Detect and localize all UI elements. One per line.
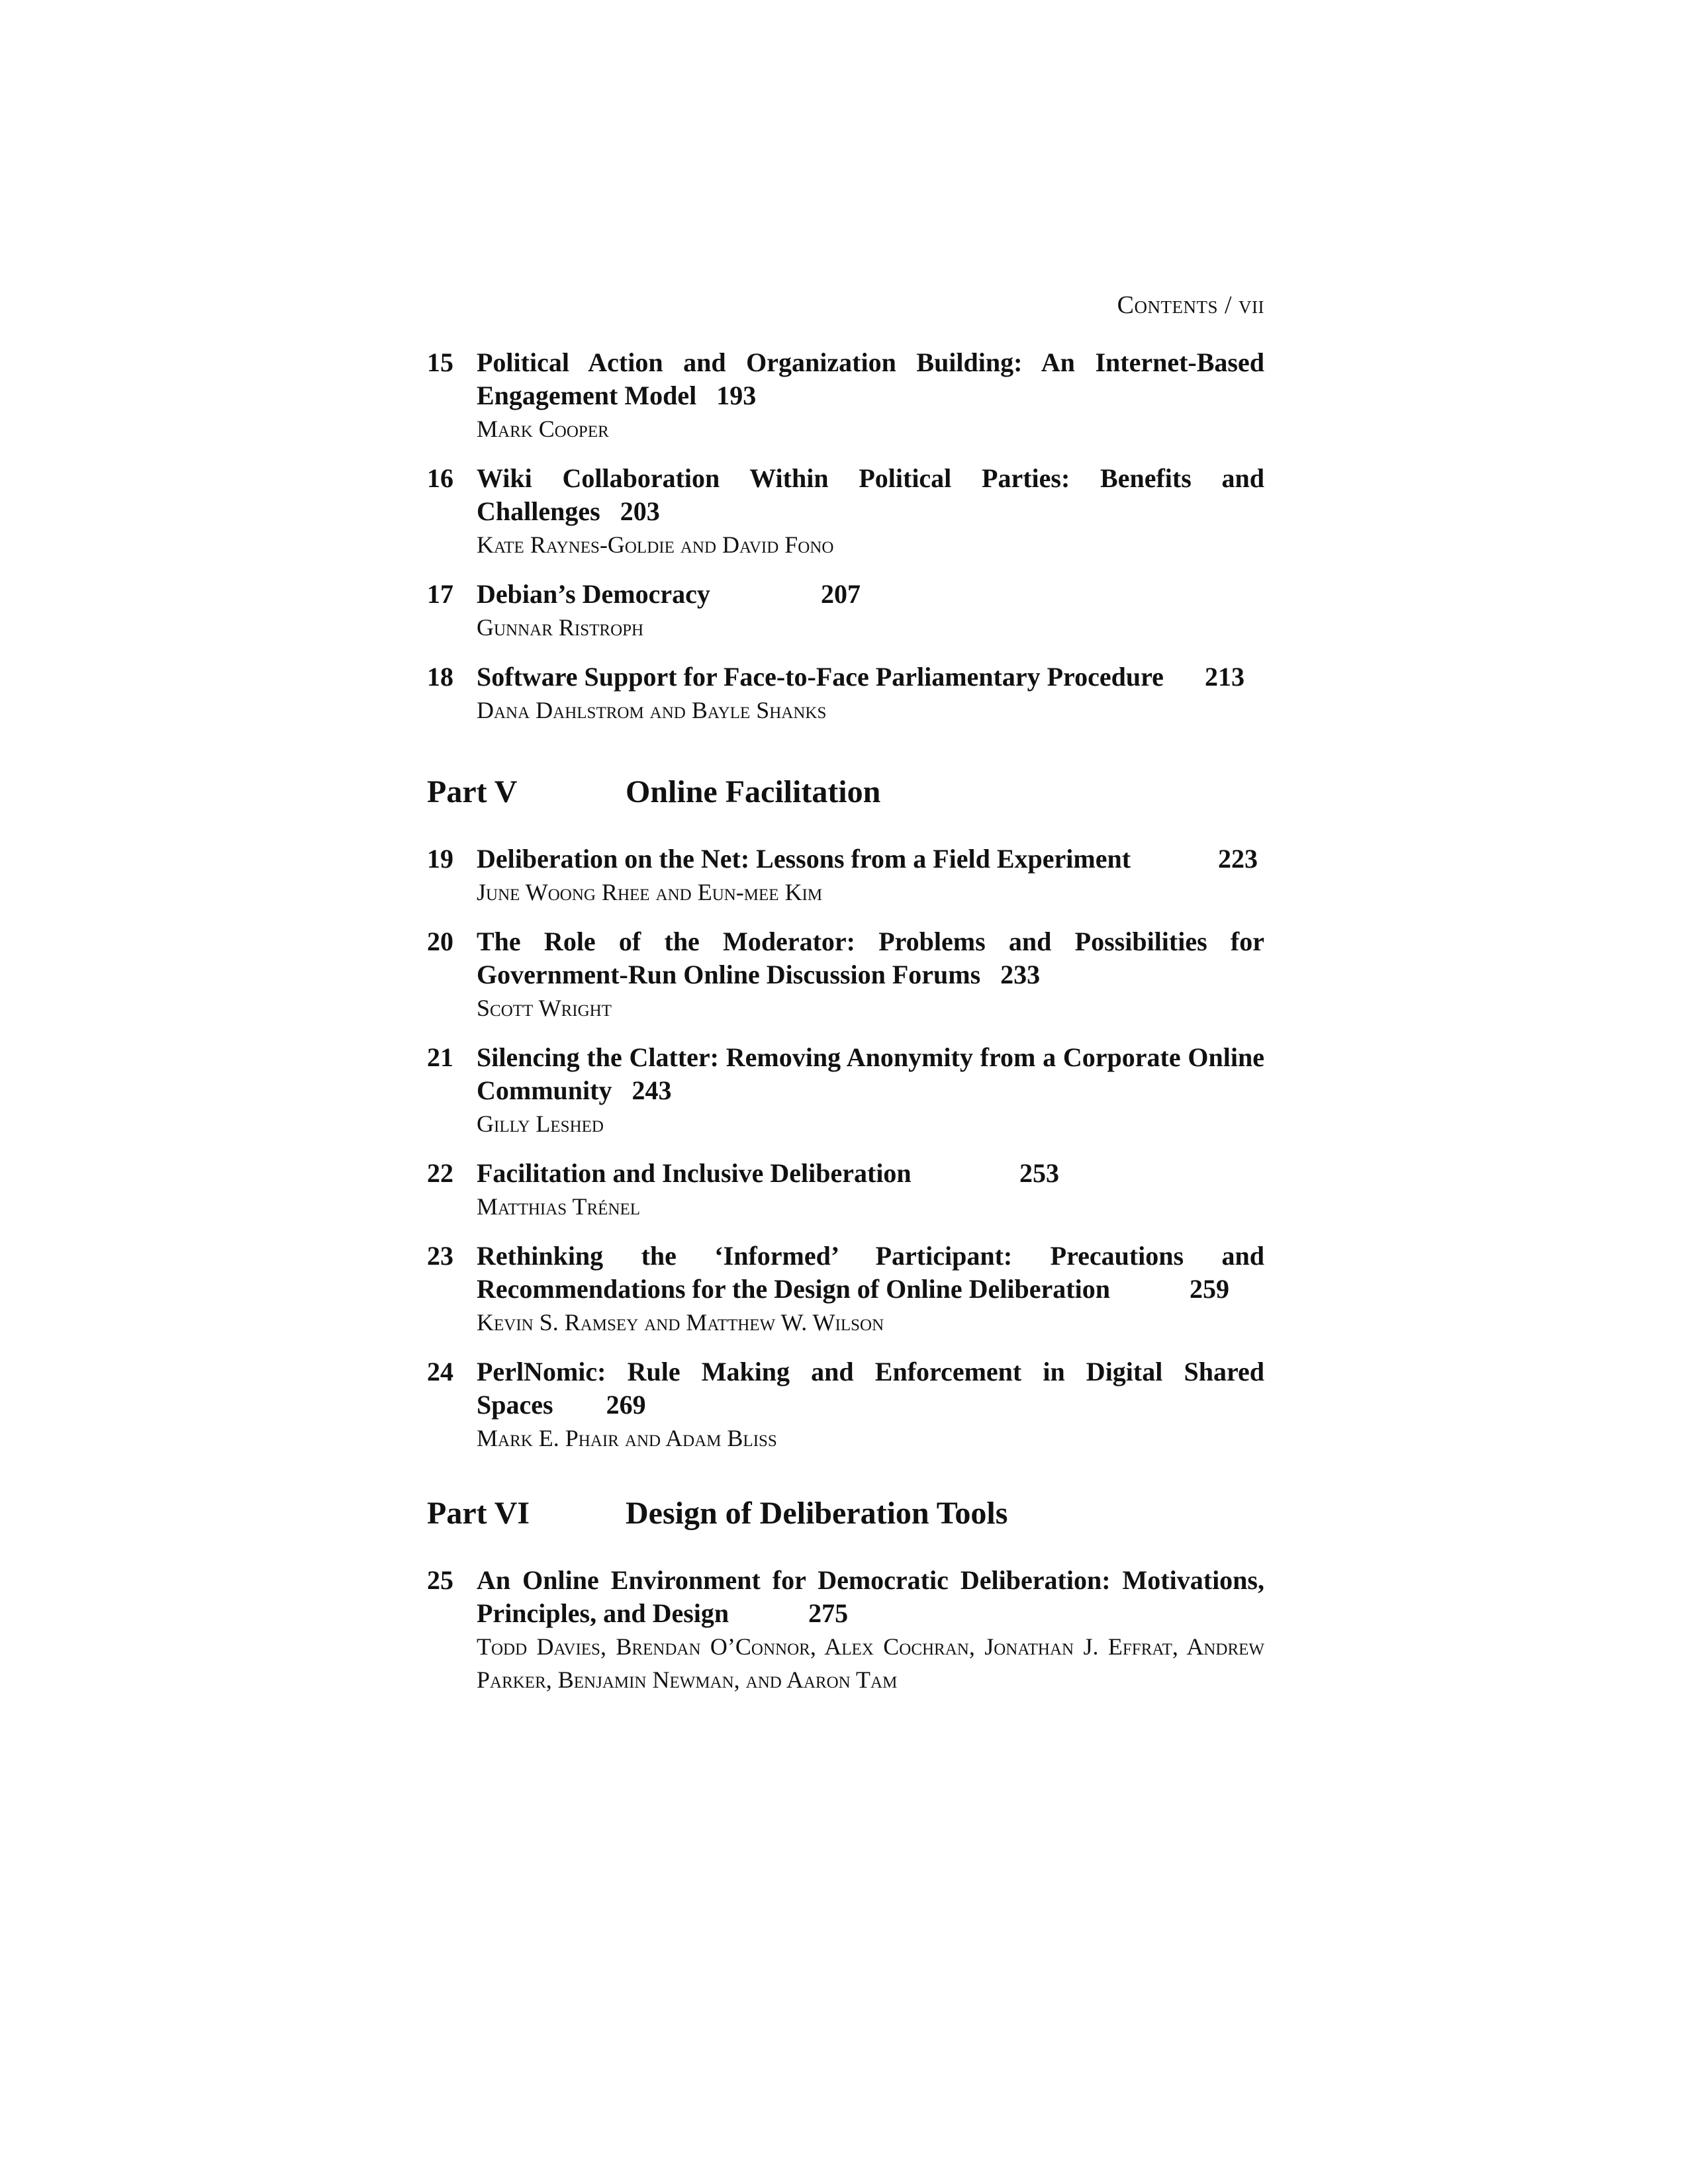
- chapter-title: Political Action and Organization Building: An Internet-Based Engagement Model: [477, 347, 1264, 410]
- chapter-title: The Role of the Moderator: Problems and Possibilities for Government-Run Online Discussion Forums: [477, 927, 1264, 989]
- chapter-page: 223: [1218, 844, 1258, 874]
- chapter-title: Rethinking the ‘Informed’ Participant: Precautions and Recommendations for the Design of Online Deliberation: [477, 1241, 1264, 1304]
- chapter-number: 25: [427, 1565, 453, 1595]
- chapter-number: 16: [427, 463, 453, 493]
- chapter-page: 275: [808, 1598, 849, 1628]
- chapter-title-line: [477, 842, 1264, 876]
- chapter-page: 269: [606, 1390, 646, 1420]
- chapter-authors: Kevin S. Ramsey and Matthew W. Wilson: [477, 1309, 884, 1336]
- chapter-authors: Gilly Leshed: [477, 1111, 604, 1137]
- chapter-authors: Dana Dahlstrom and Bayle Shanks: [477, 697, 827, 723]
- chapter-title-line: [477, 462, 1264, 528]
- chapter-authors: Gunnar Ristroph: [477, 614, 644, 641]
- chapter-title-line: [477, 1240, 1264, 1306]
- part-label: Part V: [427, 774, 518, 809]
- chapter-title-line: [477, 578, 1264, 611]
- chapter-number: 21: [427, 1042, 453, 1072]
- chapter-page: 203: [620, 496, 660, 526]
- part-title: Online Facilitation: [626, 774, 881, 809]
- chapter-title-line: [477, 1157, 1264, 1190]
- chapter-authors: Mark E. Phair and Adam Bliss: [477, 1425, 777, 1451]
- chapter-page: 207: [821, 579, 861, 609]
- chapter-number: 24: [427, 1357, 453, 1387]
- part-label: Part VI: [427, 1496, 530, 1531]
- chapter-title: An Online Environment for Democratic Deliberation: Motivations, Principles, and Design: [477, 1565, 1264, 1628]
- chapter-authors: Kate Raynes-Goldie and David Fono: [477, 531, 834, 558]
- chapter-page: 253: [1019, 1158, 1059, 1188]
- chapter-title: Debian’s Democracy: [477, 579, 710, 609]
- chapter-number: 23: [427, 1241, 453, 1271]
- chapter-page: 243: [632, 1075, 672, 1105]
- chapter-page: 193: [716, 381, 757, 410]
- chapter-authors: June Woong Rhee and Eun-mee Kim: [477, 879, 823, 905]
- chapter-title-line: [477, 346, 1264, 412]
- chapter-authors: Todd Davies, Brendan O’Connor, Alex Cochran, Jonathan J. Effrat, Andrew Parker, Benjamin Newman, and Aaron Tam: [477, 1633, 1264, 1693]
- chapter-title: Facilitation and Inclusive Deliberation: [477, 1158, 912, 1188]
- chapter-title-line: [477, 660, 1264, 694]
- chapter-page: 259: [1189, 1274, 1229, 1304]
- chapter-number: 15: [427, 347, 453, 377]
- chapter-page: 233: [1000, 960, 1041, 989]
- chapter-title-line: [477, 1041, 1264, 1107]
- running-head: Contents / vii: [1117, 291, 1264, 319]
- chapter-authors: Scott Wright: [477, 995, 612, 1021]
- chapter-authors: Matthias Trénel: [477, 1193, 641, 1220]
- chapter-number: 20: [427, 927, 453, 956]
- chapter-title-line: [477, 1355, 1264, 1422]
- chapter-number: 22: [427, 1158, 453, 1188]
- chapter-title: Deliberation on the Net: Lessons from a Field Experiment: [477, 844, 1131, 874]
- chapter-title-line: [477, 1564, 1264, 1630]
- chapter-title: Wiki Collaboration Within Political Parties: Benefits and Challenges: [477, 463, 1264, 526]
- chapter-title: Silencing the Clatter: Removing Anonymity from a Corporate Online Community: [477, 1042, 1264, 1105]
- chapter-page: 213: [1205, 662, 1244, 692]
- chapter-title: PerlNomic: Rule Making and Enforcement in Digital Shared Spaces: [477, 1357, 1264, 1420]
- chapter-title-line: [477, 925, 1264, 991]
- part-title: Design of Deliberation Tools: [626, 1496, 1008, 1531]
- chapter-number: 17: [427, 579, 453, 609]
- chapter-authors: Mark Cooper: [477, 416, 609, 442]
- chapter-title: Software Support for Face-to-Face Parliamentary Procedure: [477, 662, 1164, 692]
- chapter-number: 19: [427, 844, 453, 874]
- chapter-number: 18: [427, 662, 453, 692]
